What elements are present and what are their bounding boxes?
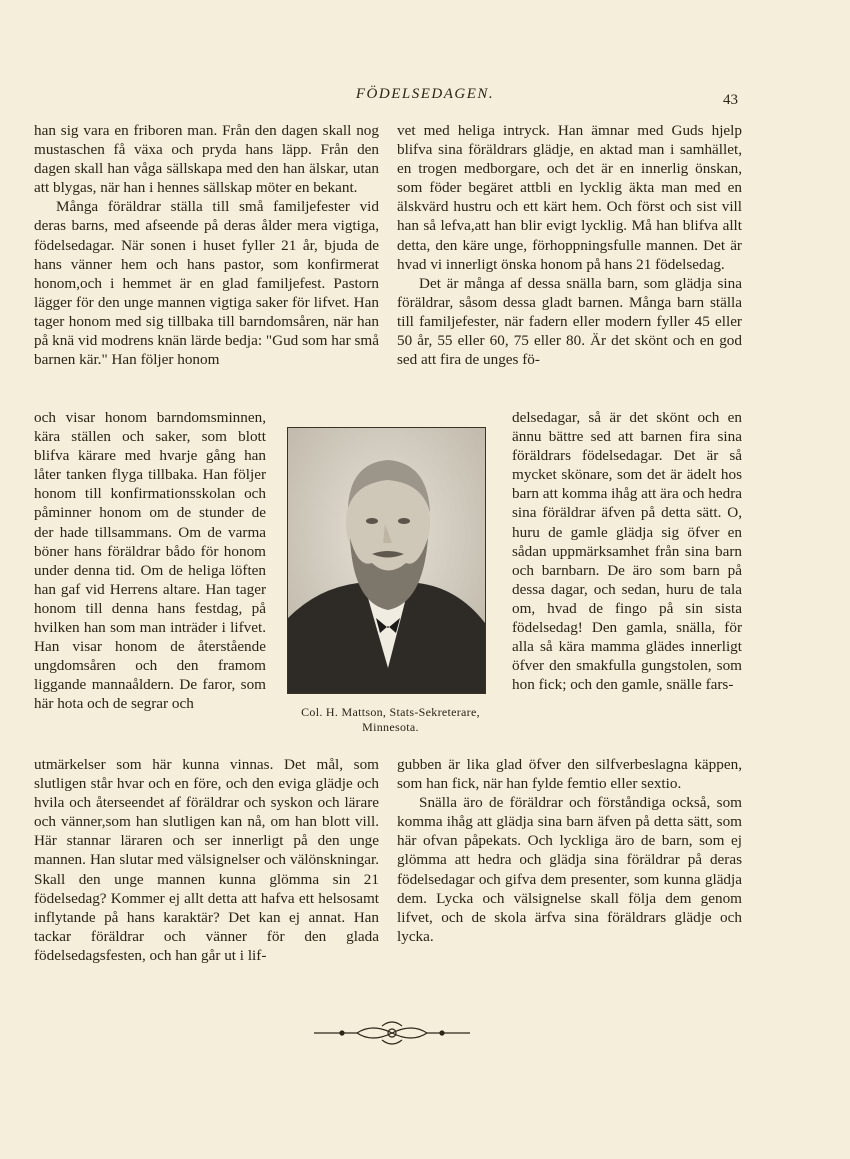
left-column-top: [34, 121, 379, 369]
running-header-title: FÖDELSEDAGEN.: [355, 86, 495, 102]
portrait-caption: [278, 705, 503, 735]
portrait-photo: [287, 427, 486, 694]
right-column-wrap: [512, 408, 742, 694]
ornament-divider-icon: [312, 1018, 472, 1048]
paragraph: Det är många af dessa snälla barn, som glädja sina föräldrar, såsom dessa gladt barnen. Många barn ställa till familjefester, när fadern eller modern fyller 45 eller 50 år, 55 eller 60, 75 eller 80. Är det skönt och en god sed att fira de unges fö-: [397, 274, 742, 369]
paragraph: Snälla äro de föräldrar och förståndiga också, som komma ihåg att glädja sina barn äfven på detta sätt, som här ofvan påpekats. Och lyckliga äro de barn, som ej glömma att hedra och glädja sina föräldrar på deras födelsedagar och gifva dem presenter, som kunna glädja dem. Lycka och välsignelse skall följa dem genom lifvet, och de skola ärfva sina föräldrars glädje och lycka.: [397, 794, 742, 945]
paragraph: utmärkelser som här kunna vinnas. Det mål, som slutligen står hvar och en före, och den eviga glädje och hvila och återseendet af föräldrar och syskon och lärare och vänner,som han slutligen kan nå, om han blott vill. Här stannar läraren och ser innerligt på den unge mannen. Han slutar med välsignelser och välönskningar. Skall den unge mannen kunna glömma sin 21 födelsedag? Kommer ej allt detta att hafva ett helsosamt inflytande på hans karaktär? Det kan ej annat. Han tackar föräldrar och vänner för den glada födelsedagsfesten, och han går ut i lif-: [34, 756, 379, 964]
paragraph: delsedagar, så är det skönt och en ännu bättre sed att barnen fira sina föräldrars födelsedagar. Det är så mycket skönare, som det är ädelt hos barn att komma ihåg att ära och hedra sina föräldrar äfven på detta sätt. O, huru de gamle glädja sig öfver en sådan uppmärksamhet från sina barn och barnbarn. De äro som barn på dessa dagar, och sedan, huru de tala om, hvad de fingo på sin sista födelsedag! Den gamla, snälla, för alla så kära mamma glädes innerligt öfver den smakfulla gungstolen, som hon fick; och den gamle, snälle fars-: [512, 409, 742, 694]
right-column-top: [397, 121, 742, 369]
page-number: 43: [723, 92, 738, 108]
left-column-wrap: [34, 408, 266, 714]
paragraph: vet med heliga intryck. Han ämnar med Guds hjelp blifva sina föräldrars glädje, en aktad man i samhället, en trogen medborgare, och det är en innerlig önskan, som föder begäret attbli en lycklig äkta man med en älskvärd hustru och ett kärt hem. Och först och sist vill han så lefva,att han blir evigt lycklig. Må han blifva allt detta, den käre unge, förhoppningsfulle mannen. Det är hvad vi innerligt önska honom på hans 21 födelsedag.: [397, 122, 742, 273]
paragraph: Många föräldrar ställa till små familjefester vid deras barns, med afseende på deras ålder mera vigtiga, födelsedagar. När sonen i huset fyller 21 år, bjuda de hans vänner hem och hans pastor, som konfirmerat honom,och i hemmet är en glad familjefest. Pastorn lägger för den unge mannen vigtiga saker för lifvet. Han tager honom med sig tillbaka till barndomsåren, när han på knä vid modrens knän lärde bedja: "Gud som har små barnen kär." Han följer honom: [34, 198, 379, 369]
paragraph: och visar honom barndomsminnen, kära ställen och saker, som blott blifva kärare med hvarje gång han låter tanken flyga tillbaka. Han följer honom till konfirmationsskolan och påminner honom om de stunder de der hade tillsammans. Om de varma böner hans föräldrar bådo för honom under denna tid. Om de heliga löften han gaf vid Herrens altare. Han tager honom till denna hans festdag, på hvilken han som man inträder i lifvet. Han visar honom de återstående ungdomsåren och den framom liggande mannaåldern. De faror, som här hota och de segrar och: [34, 409, 266, 713]
right-column-bottom: [397, 755, 742, 946]
caption-line: Col. H. Mattson, Stats-Sekreterare,: [301, 705, 480, 719]
left-column-bottom: [34, 755, 379, 965]
paragraph: han sig vara en friboren man. Från den dagen skall nog mustaschen få växa och pryda hans läpp. Från den dagen skall han våga sällskapa med den han älskar, utan att blygas, när han i hennes sällskap möter en bekant.: [34, 122, 379, 197]
caption-line: Minnesota.: [362, 720, 419, 734]
paragraph: gubben är lika glad öfver den silfverbeslagna käppen, som han fick, när han fylde femtio eller sextio.: [397, 756, 742, 793]
portrait-illustration: [288, 428, 485, 693]
